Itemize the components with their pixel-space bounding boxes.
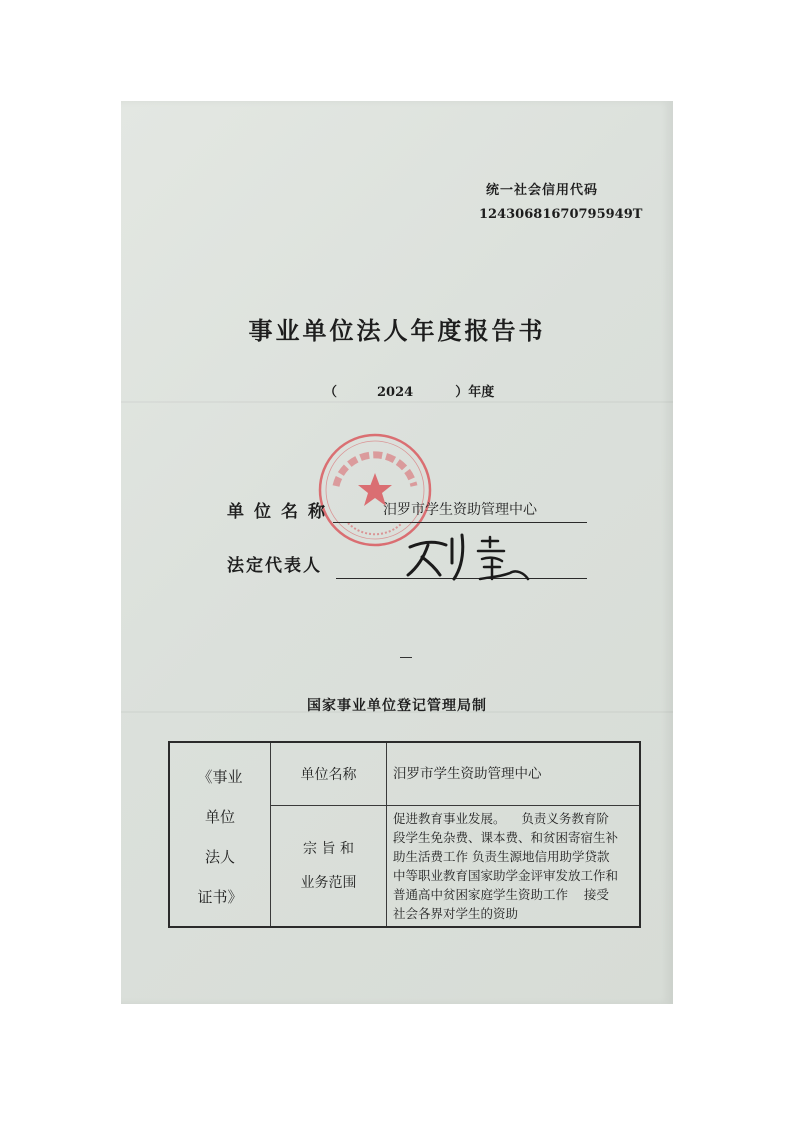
row2-label-line: 宗 旨 和 xyxy=(303,841,354,857)
separator-dash xyxy=(400,657,412,658)
row1-label: 单位名称 xyxy=(271,742,387,806)
row2-label-line: 业务范围 xyxy=(300,875,357,891)
paper-crease xyxy=(121,401,673,403)
credit-code-value: 12430681670795949T xyxy=(479,207,643,222)
unit-name-underline xyxy=(333,522,587,523)
side-title-line: 法人 xyxy=(204,848,235,866)
row2-value-line: 社会各界对学生的资助 xyxy=(393,906,519,921)
unit-name-label: 单位名称 xyxy=(227,502,335,522)
year-suffix: ）年度 xyxy=(455,385,495,400)
row2-label xyxy=(271,806,387,928)
year-value: 2024 xyxy=(377,385,414,400)
unit-name-value: 汨罗市学生资助管理中心 xyxy=(383,502,537,518)
row2-value-line: 段学生免杂费、课本费、和贫困寄宿生补 xyxy=(393,830,619,845)
row2-value-line: 助生活费工作 负责生源地信用助学贷款 xyxy=(393,849,610,864)
row2-value xyxy=(387,806,641,928)
report-year xyxy=(324,381,494,400)
seal-icon xyxy=(316,431,434,549)
report-cover-page xyxy=(121,101,673,1004)
side-title-line: 《事业 xyxy=(197,768,243,786)
certificate-side-title xyxy=(169,742,271,927)
row1-value: 汨罗市学生资助管理中心 xyxy=(387,742,641,806)
side-title-line: 证书》 xyxy=(197,888,243,906)
row2-value-line: 中等职业教育国家助学金评审发放工作和 xyxy=(393,868,619,883)
certificate-info-table xyxy=(168,741,641,928)
page-title: 事业单位法人年度报告书 xyxy=(248,316,546,345)
legal-rep-label: 法定代表人 xyxy=(227,556,322,576)
year-open-paren: （ xyxy=(324,385,338,400)
credit-code-label: 统一社会信用代码 xyxy=(486,183,599,198)
side-title-line: 单位 xyxy=(204,808,235,826)
issuer-line: 国家事业单位登记管理局制 xyxy=(307,698,487,714)
signature-icon xyxy=(406,533,536,585)
row2-value-line: 促进教育事业发展。 负责义务教育阶 xyxy=(393,811,609,826)
row2-value-line: 普通高中贫困家庭学生资助工作 接受 xyxy=(393,887,609,902)
